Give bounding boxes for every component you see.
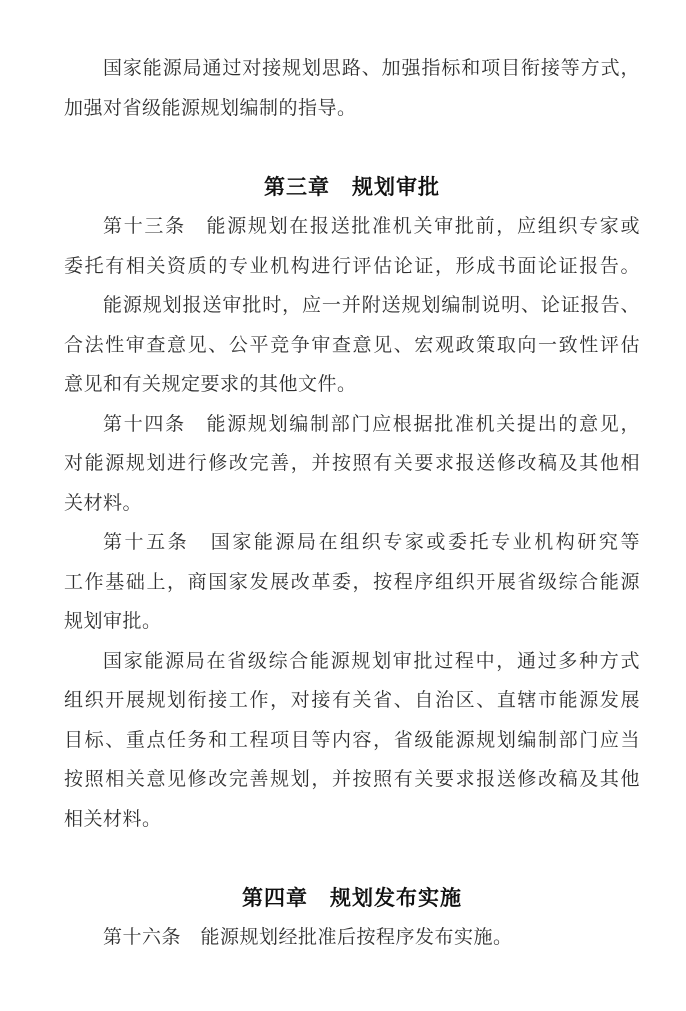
paragraph-line: 合法性审查意见、公平竞争审查意见、宏观政策取向一致性评估 (64, 334, 640, 356)
article-13-line: 第十三条 能源规划在报送批准机关审批前，应组织专家或 (103, 216, 640, 237)
article-14-line: 第十四条 能源规划编制部门应根据批准机关提出的意见， (103, 413, 640, 435)
paragraph-line: 目标、重点任务和工程项目等内容，省级能源规划编制部门应当 (64, 729, 640, 751)
paragraph-line: 意见和有关规定要求的其他文件。 (64, 374, 357, 395)
paragraph-line: 加强对省级能源规划编制的指导。 (64, 97, 357, 119)
article-16-line: 第十六条 能源规划经批准后按程序发布实施。 (103, 927, 513, 948)
paragraph-line: 委托有相关资质的专业机构进行评估论证，形成书面论证报告。 (64, 255, 640, 277)
blank-line (64, 839, 640, 879)
paragraph-line: 相关材料。 (64, 808, 162, 830)
paragraph-line: 工作基础上，商国家发展改革委，按程序组织开展省级综合能源 (64, 571, 640, 593)
paragraph-line: 对能源规划进行修改完善，并按照有关要求报送修改稿及其他相 (64, 453, 640, 474)
paragraph-line: 规划审批。 (64, 611, 162, 632)
paragraph-line: 国家能源局通过对接规划思路、加强指标和项目衔接等方式， (103, 58, 640, 79)
paragraph-line: 组织开展规划衔接工作，对接有关省、自治区、直辖市能源发展 (64, 690, 640, 711)
paragraph-line: 国家能源局在省级综合能源规划审批过程中，通过多种方式 (103, 650, 640, 672)
paragraph-line: 关材料。 (64, 492, 143, 514)
chapter-4-heading: 第四章 规划发布实施 (242, 886, 462, 910)
blank-line (64, 128, 640, 168)
article-15-line: 第十五条 国家能源局在组织专家或委托专业机构研究等 (103, 532, 640, 553)
paragraph-line: 能源规划报送审批时，应一并附送规划编制说明、论证报告、 (103, 295, 640, 316)
paragraph-line: 按照相关意见修改完善规划，并按照有关要求报送修改稿及其他 (64, 769, 640, 790)
chapter-3-heading: 第三章 规划审批 (264, 175, 440, 199)
